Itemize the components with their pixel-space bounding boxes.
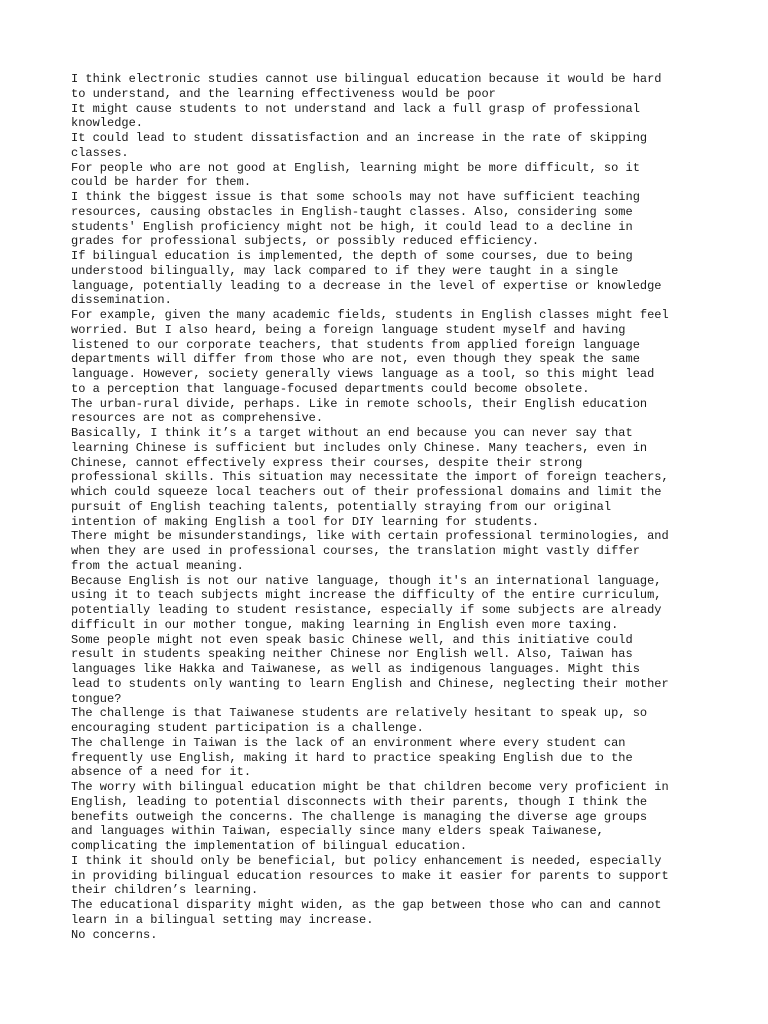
response-entry: For example, given the many academic fields, students in English classes might feel worried. But I also heard, being a foreign language student myself and having listened to our corporate teachers, that students from applied foreign language departments will differ from those who are not, even though they speak the same language. However, society generally views language as a tool, so this might lead to a perception that language-focused departments could become obsolete. bbox=[71, 308, 669, 396]
response-entry: For people who are not good at English, learning might be more difficult, so it could be harder for them. bbox=[71, 160, 640, 190]
response-entry: Basically, I think it’s a target without an end because you can never say that learning Chinese is sufficient but includes only Chinese. Many teachers, even in Chinese, cannot effectively express their courses, despite their strong professional skills. This situation may necessitate the import of foreign teachers, which could squeeze local teachers out of their professional domains and limit the pursuit of English teaching talents, potentially straying from our original intention of making English a tool for DIY learning for students. bbox=[71, 426, 669, 529]
response-entry: I think it should only be beneficial, but policy enhancement is needed, especially in providing bilingual education resources to make it easier for parents to support their children’s learning. bbox=[71, 853, 669, 898]
response-entry: The challenge in Taiwan is the lack of an environment where every student can frequently use English, making it hard to practice speaking English due to the absence of a need for it. bbox=[71, 735, 633, 780]
response-entry: If bilingual education is implemented, the depth of some courses, due to being understood bilingually, may lack compared to if they were taught in a single language, potentially leading to a decrease in the level of expertise or knowledge dissemination. bbox=[71, 249, 662, 308]
response-entry: Because English is not our native language, though it's an international language, using it to teach subjects might increase the difficulty of the entire curriculum, potentially leading to student resistance, especially if some subjects are already difficult in our mother tongue, making learning in English even more taxing. bbox=[71, 573, 662, 632]
response-entry: It could lead to student dissatisfaction and an increase in the rate of skipping classes. bbox=[71, 131, 648, 160]
response-entry: No concerns. bbox=[71, 927, 158, 942]
response-entry: The challenge is that Taiwanese students are relatively hesitant to speak up, so encouraging student participation is a challenge. bbox=[71, 706, 648, 735]
response-entry: I think the biggest issue is that some schools may not have sufficient teaching resources, causing obstacles in English-taught classes. Also, considering some students' English proficiency might not be high, it could lead to a decline in grades for professional subjects, or possibly reduced efficiency. bbox=[71, 190, 640, 249]
response-entry: Some people might not even speak basic Chinese well, and this initiative could result in students speaking neither Chinese nor English well. Also, Taiwan has languages like Hakka and Taiwanese, as well as indigenous languages. Might this lead to students only wanting to learn English and Chinese, neglecting their mother tongue? bbox=[71, 632, 669, 706]
response-entry: I think electronic studies cannot use bilingual education because it would be hard to understand, and the learning effectiveness would be poor bbox=[71, 72, 662, 101]
response-entry: It might cause students to not understand and lack a full grasp of professional knowledge. bbox=[71, 101, 640, 131]
response-entry: The worry with bilingual education might be that children become very proficient in English, leading to potential disconnects with their parents, though I think the benefits outweigh the concerns. The challenge is managing the diverse age groups and languages within Taiwan, especially since many elders speak Taiwanese, complicating the implementation of bilingual education. bbox=[71, 780, 669, 853]
response-entry: There might be misunderstandings, like with certain professional terminologies, and when they are used in professional courses, the translation might vastly differ from the actual meaning. bbox=[71, 529, 669, 573]
response-entry: The urban-rural divide, perhaps. Like in remote schools, their English education resources are not as comprehensive. bbox=[71, 396, 648, 426]
document-body bbox=[71, 72, 731, 942]
response-entry: The educational disparity might widen, as the gap between those who can and cannot learn in a bilingual setting may increase. bbox=[71, 898, 662, 927]
